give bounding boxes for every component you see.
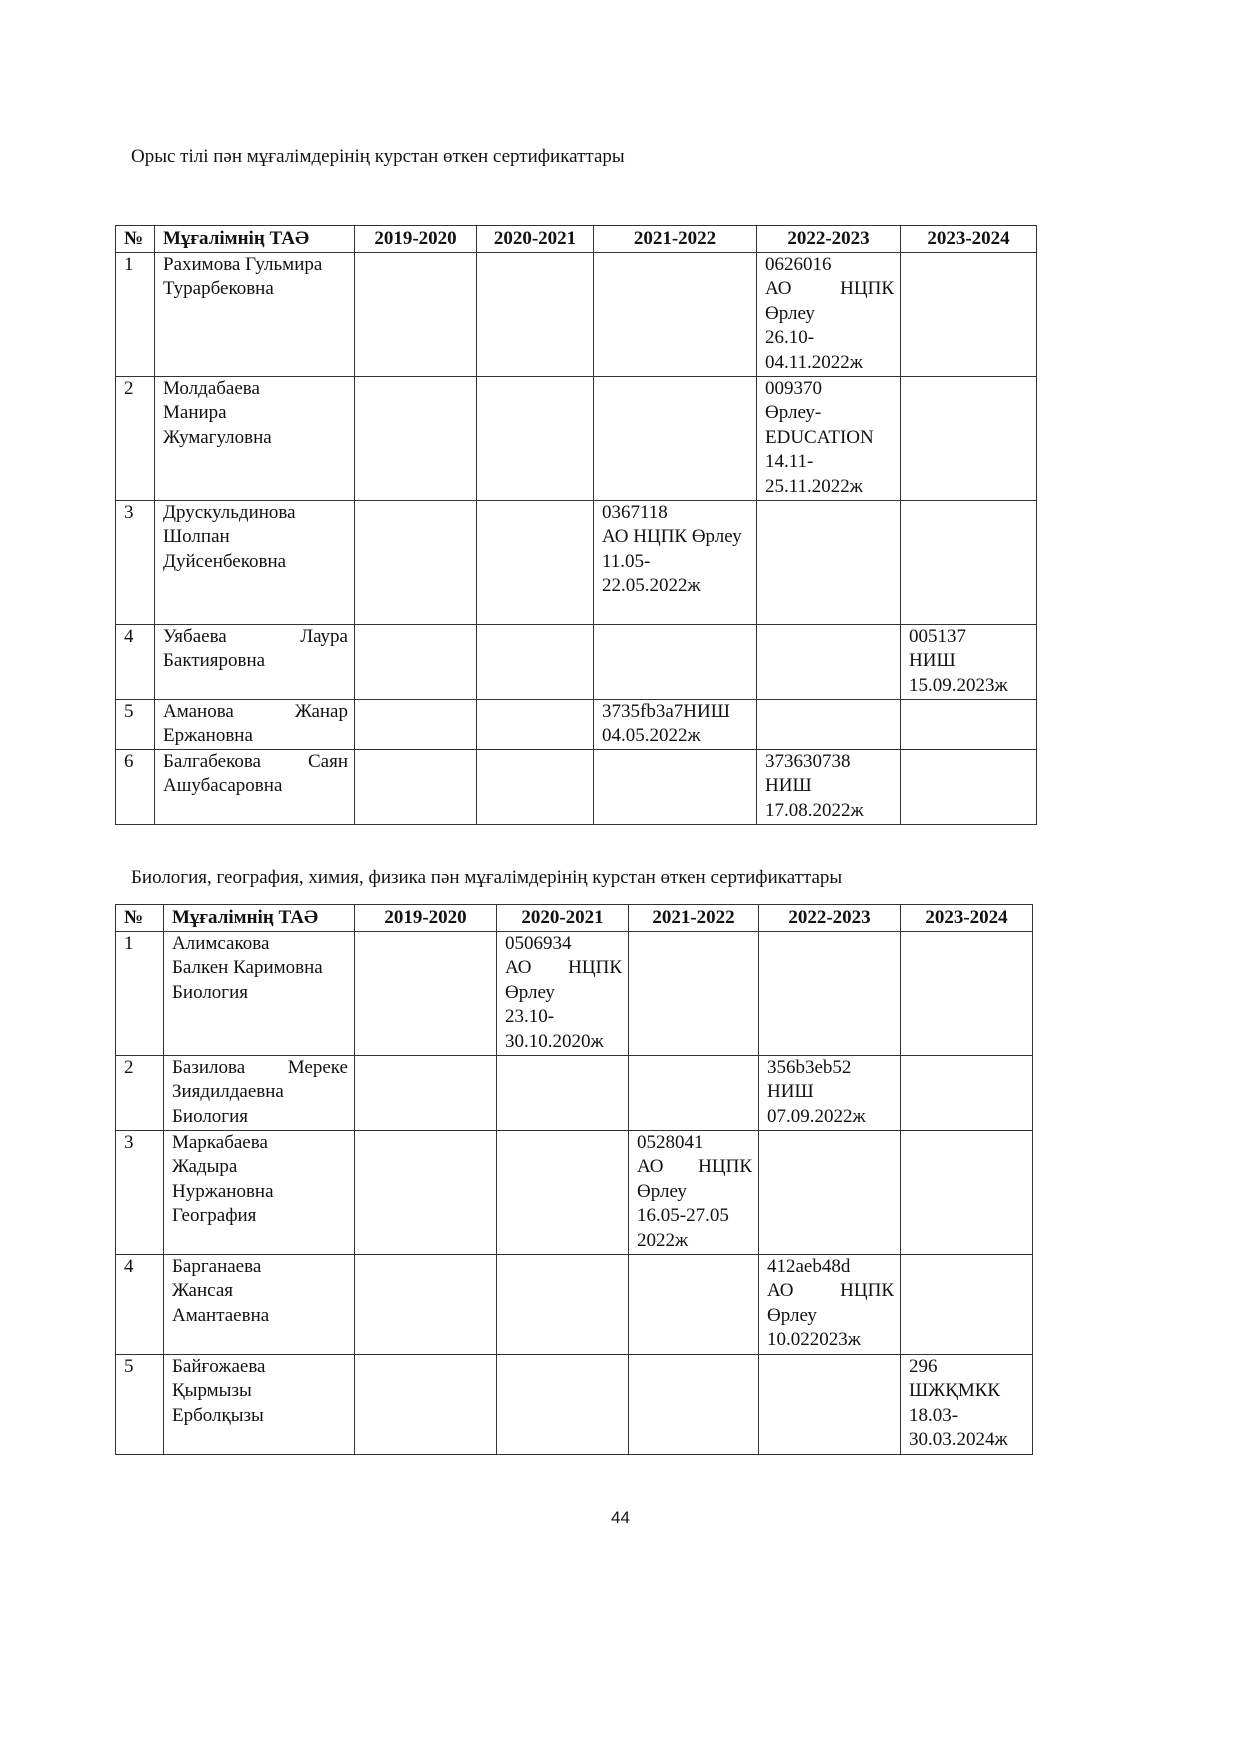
teacher-name: Аманова Жанар Ержановна bbox=[155, 699, 355, 749]
cert-2020-2021 bbox=[477, 252, 594, 376]
section-1-title: Орыс тілі пән мұғалімдерінің курстан өткен сертификаттары bbox=[131, 146, 625, 167]
table-row bbox=[116, 376, 1037, 500]
col-header-teacher-name: Мұғалімнің ТАӘ bbox=[164, 905, 355, 932]
teacher-name: Молдабаева Манира Жумагуловна bbox=[155, 376, 355, 500]
row-number: 6 bbox=[116, 749, 155, 824]
russian-teachers-certificates-table bbox=[115, 225, 1037, 825]
cert-2022-2023: 356b3eb52 НИШ 07.09.2022ж bbox=[759, 1055, 901, 1130]
col-header-2022-2023: 2022-2023 bbox=[759, 905, 901, 932]
cert-2021-2022: 3735fb3a7НИШ 04.05.2022ж bbox=[594, 699, 757, 749]
teacher-name: Барганаева Жансая Амантаевна bbox=[164, 1254, 355, 1354]
cert-2023-2024 bbox=[901, 376, 1037, 500]
teacher-name: Байғожаева Қырмызы Ерболқызы bbox=[164, 1354, 355, 1454]
table-row bbox=[116, 931, 1033, 1055]
cert-2022-2023 bbox=[757, 500, 901, 624]
cert-2021-2022 bbox=[629, 1055, 759, 1130]
cert-2023-2024 bbox=[901, 699, 1037, 749]
cert-2022-2023 bbox=[757, 699, 901, 749]
cert-2021-2022 bbox=[629, 1254, 759, 1354]
col-header-2023-2024: 2023-2024 bbox=[901, 226, 1037, 253]
row-number: 4 bbox=[116, 1254, 164, 1354]
cert-2021-2022 bbox=[594, 624, 757, 699]
science-teachers-certificates-table bbox=[115, 904, 1033, 1455]
cert-2021-2022: 0367118 АО НЦПК Өрлеу 11.05- 22.05.2022ж bbox=[594, 500, 757, 624]
teacher-name: Базилова Мереке Зиядилдаевна Биология bbox=[164, 1055, 355, 1130]
table-row bbox=[116, 749, 1037, 824]
row-number: 2 bbox=[116, 1055, 164, 1130]
cert-2019-2020 bbox=[355, 1130, 497, 1254]
cert-2021-2022: 0528041 АО НЦПК Өрлеу 16.05-27.05 2022ж bbox=[629, 1130, 759, 1254]
col-header-2019-2020: 2019-2020 bbox=[355, 905, 497, 932]
row-number: 2 bbox=[116, 376, 155, 500]
cert-2023-2024 bbox=[901, 500, 1037, 624]
col-header-2020-2021: 2020-2021 bbox=[497, 905, 629, 932]
cert-2023-2024: 005137 НИШ 15.09.2023ж bbox=[901, 624, 1037, 699]
col-header-number: № bbox=[116, 905, 164, 932]
row-number: 3 bbox=[116, 1130, 164, 1254]
table-row bbox=[116, 252, 1037, 376]
cert-2020-2021 bbox=[497, 1354, 629, 1454]
cert-2023-2024 bbox=[901, 931, 1033, 1055]
row-number: 3 bbox=[116, 500, 155, 624]
teacher-name: Рахимова Гульмира Турарбековна bbox=[155, 252, 355, 376]
cert-2023-2024 bbox=[901, 252, 1037, 376]
row-number: 5 bbox=[116, 1354, 164, 1454]
page-number: 44 bbox=[611, 1508, 630, 1527]
cert-2021-2022 bbox=[629, 1354, 759, 1454]
cert-2022-2023 bbox=[759, 1354, 901, 1454]
col-header-teacher-name: Мұғалімнің ТАӘ bbox=[155, 226, 355, 253]
cert-2022-2023: 009370 Өрлеу- EDUCATION 14.11- 25.11.2022ж bbox=[757, 376, 901, 500]
cert-2020-2021: 0506934 АО НЦПК Өрлеу 23.10- 30.10.2020ж bbox=[497, 931, 629, 1055]
cert-2019-2020 bbox=[355, 1354, 497, 1454]
teacher-name: Маркабаева Жадыра Нуржановна География bbox=[164, 1130, 355, 1254]
table-row bbox=[116, 1254, 1033, 1354]
col-header-2021-2022: 2021-2022 bbox=[629, 905, 759, 932]
row-number: 4 bbox=[116, 624, 155, 699]
row-number: 1 bbox=[116, 931, 164, 1055]
cert-2019-2020 bbox=[355, 252, 477, 376]
teacher-name: Алимсакова Балкен Каримовна Биология bbox=[164, 931, 355, 1055]
cert-2021-2022 bbox=[594, 749, 757, 824]
cert-2022-2023: 0626016 АО НЦПК Өрлеу 26.10- 04.11.2022ж bbox=[757, 252, 901, 376]
teacher-name: Друскульдинова Шолпан Дуйсенбековна bbox=[155, 500, 355, 624]
table-row bbox=[116, 624, 1037, 699]
cert-2020-2021 bbox=[477, 376, 594, 500]
col-header-number: № bbox=[116, 226, 155, 253]
cert-2019-2020 bbox=[355, 500, 477, 624]
cert-2023-2024 bbox=[901, 1254, 1033, 1354]
cert-2020-2021 bbox=[477, 699, 594, 749]
cert-2019-2020 bbox=[355, 1055, 497, 1130]
table-header-row bbox=[116, 905, 1033, 932]
table-row bbox=[116, 500, 1037, 624]
cert-2019-2020 bbox=[355, 699, 477, 749]
cert-2023-2024: 296 ШЖҚМКК 18.03- 30.03.2024ж bbox=[901, 1354, 1033, 1454]
cert-2021-2022 bbox=[594, 376, 757, 500]
table-row bbox=[116, 1130, 1033, 1254]
cert-2022-2023: 412aeb48d АО НЦПК Өрлеу 10.022023ж bbox=[759, 1254, 901, 1354]
col-header-2022-2023: 2022-2023 bbox=[757, 226, 901, 253]
cert-2019-2020 bbox=[355, 1254, 497, 1354]
cert-2020-2021 bbox=[497, 1055, 629, 1130]
section-2-title: Биология, география, химия, физика пән мұғалімдерінің курстан өткен сертификаттары bbox=[131, 867, 843, 888]
cert-2019-2020 bbox=[355, 376, 477, 500]
cert-2020-2021 bbox=[497, 1130, 629, 1254]
cert-2021-2022 bbox=[594, 252, 757, 376]
cert-2023-2024 bbox=[901, 1055, 1033, 1130]
cert-2022-2023: 373630738 НИШ 17.08.2022ж bbox=[757, 749, 901, 824]
col-header-2023-2024: 2023-2024 bbox=[901, 905, 1033, 932]
cert-2023-2024 bbox=[901, 749, 1037, 824]
cert-2022-2023 bbox=[757, 624, 901, 699]
cert-2019-2020 bbox=[355, 749, 477, 824]
cert-2019-2020 bbox=[355, 931, 497, 1055]
col-header-2019-2020: 2019-2020 bbox=[355, 226, 477, 253]
cert-2020-2021 bbox=[497, 1254, 629, 1354]
table-header-row bbox=[116, 226, 1037, 253]
cert-2021-2022 bbox=[629, 931, 759, 1055]
cert-2022-2023 bbox=[759, 1130, 901, 1254]
teacher-name: Уябаева Лаура Бактияровна bbox=[155, 624, 355, 699]
cert-2022-2023 bbox=[759, 931, 901, 1055]
table-row bbox=[116, 1354, 1033, 1454]
cert-2020-2021 bbox=[477, 749, 594, 824]
col-header-2020-2021: 2020-2021 bbox=[477, 226, 594, 253]
col-header-2021-2022: 2021-2022 bbox=[594, 226, 757, 253]
row-number: 1 bbox=[116, 252, 155, 376]
teacher-name: Балгабекова Саян Ашубасаровна bbox=[155, 749, 355, 824]
cert-2020-2021 bbox=[477, 624, 594, 699]
table-row bbox=[116, 699, 1037, 749]
row-number: 5 bbox=[116, 699, 155, 749]
cert-2020-2021 bbox=[477, 500, 594, 624]
cert-2019-2020 bbox=[355, 624, 477, 699]
table-row bbox=[116, 1055, 1033, 1130]
cert-2023-2024 bbox=[901, 1130, 1033, 1254]
